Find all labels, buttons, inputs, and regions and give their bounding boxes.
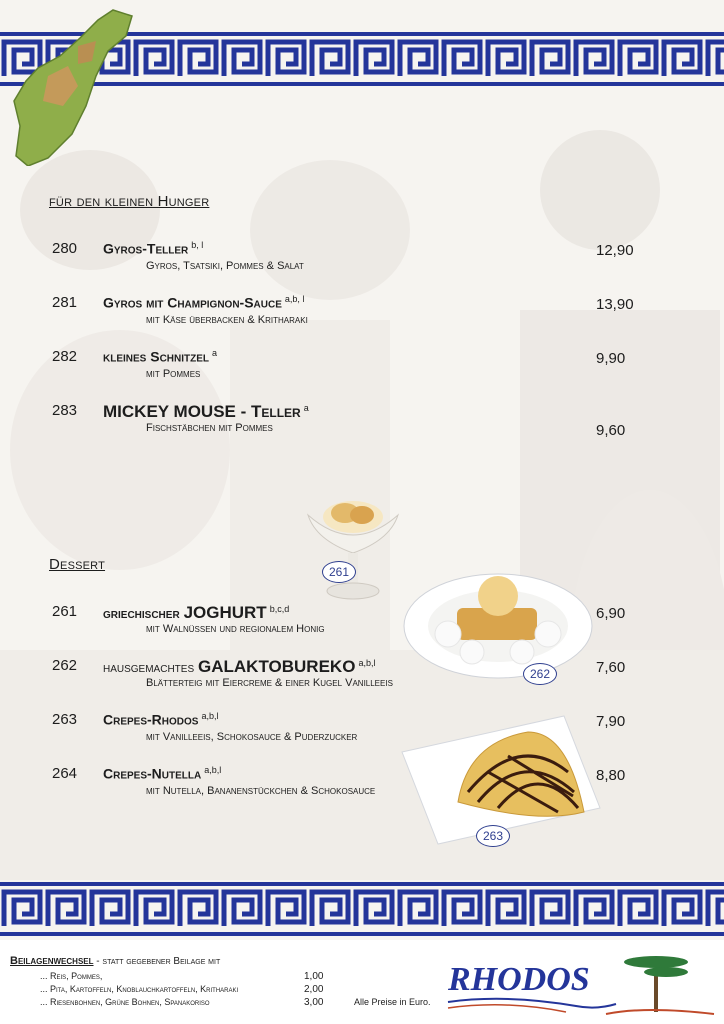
- item-name: Crepes-Rhodos $^{a,b,l}$: [103, 711, 219, 728]
- item-number: 261: [52, 603, 78, 620]
- side-dish-line: ... Reis, Pommes,: [40, 971, 103, 981]
- side-dish-price: 1,00: [304, 971, 324, 982]
- item-description: mit Vanilleeis, Schokosauce & Puderzucker: [146, 731, 358, 743]
- item-name: Gyros-Teller $^{b, l}$: [103, 240, 204, 257]
- logo-text: RHODOS: [448, 961, 590, 998]
- allergen-codes: a,b, l: [284, 294, 305, 304]
- item-number: 262: [52, 657, 78, 674]
- item-name: Gyros mit Champignon-Sauce $^{a,b, l}$: [103, 294, 305, 311]
- item-price: 7,60: [596, 659, 626, 676]
- item-name: griechischer JOGHURT $^{b,c,d}$: [103, 603, 290, 622]
- item-description: mit Käse überbacken & Kritharaki: [146, 314, 308, 326]
- item-name: kleines Schnitzel $^a$: [103, 348, 218, 365]
- item-description: Gyros, Tsatsiki, Pommes & Salat: [146, 260, 304, 272]
- section-title-kleiner-hunger: für den kleinen Hunger: [49, 193, 210, 210]
- item-description: mit Nutella, Bananenstückchen & Schokosauce: [146, 785, 376, 797]
- item-name: hausgemachtes GALAKTOBUREKO $^{a,b,l}$: [103, 657, 376, 676]
- item-description: mit Pommes: [146, 368, 201, 380]
- allergen-codes: b, l: [191, 240, 204, 250]
- photo-badge-262: 262: [523, 663, 557, 685]
- item-name: Crepes-Nutella $^{a,b,l}$: [103, 765, 222, 782]
- item-name: MICKEY MOUSE - Teller $^a$: [103, 402, 309, 421]
- rhodes-map: [8, 6, 136, 166]
- section-title-dessert: Dessert: [49, 556, 106, 573]
- allergen-codes: b,c,d: [269, 604, 290, 615]
- item-description: Fischstäbchen mit Pommes: [146, 422, 273, 434]
- item-description: Blätterteig mit Eiercreme & einer Kugel Vanilleeis: [146, 677, 393, 689]
- side-dish-line: ... Pita, Kartoffeln, Knoblauchkartoffeln, Kritharaki: [40, 984, 239, 994]
- item-number: 281: [52, 294, 78, 311]
- side-dish-price: 2,00: [304, 984, 324, 995]
- prices-note: Alle Preise in Euro.: [354, 997, 431, 1007]
- side-dish-price: 3,00: [304, 997, 324, 1008]
- item-number: 264: [52, 765, 78, 782]
- item-number: 283: [52, 402, 78, 419]
- rhodos-logo: [446, 950, 716, 1020]
- item-number: 263: [52, 711, 78, 728]
- joghurt-dessert-photo: [300, 495, 406, 607]
- allergen-codes: a: [212, 348, 218, 358]
- galaktobureko-dessert-photo: [402, 570, 594, 682]
- item-description: mit Walnüssen und regionalem Honig: [146, 623, 325, 635]
- side-dish-line: ... Riesenbohnen, Grüne Bohnen, Spanakoriso: [40, 997, 210, 1007]
- item-number: 280: [52, 240, 78, 257]
- item-number: 282: [52, 348, 78, 365]
- side-dish-title: Beilagenwechsel - statt gegebener Beilage mit: [10, 955, 221, 967]
- item-price: 6,90: [596, 605, 626, 622]
- item-price: 9,90: [596, 350, 626, 367]
- allergen-codes: a: [303, 403, 309, 414]
- allergen-codes: a,b,l: [204, 765, 222, 775]
- item-price: 8,80: [596, 767, 626, 784]
- item-price: 9,60: [596, 422, 626, 439]
- photo-badge-263: 263: [476, 825, 510, 847]
- item-price: 7,90: [596, 713, 626, 730]
- item-price: 13,90: [596, 296, 634, 313]
- item-price: 12,90: [596, 242, 634, 259]
- allergen-codes: a,b,l: [201, 711, 219, 721]
- greek-key-border-bottom: [0, 882, 724, 936]
- allergen-codes: a,b,l: [358, 658, 376, 669]
- photo-badge-261: 261: [322, 561, 356, 583]
